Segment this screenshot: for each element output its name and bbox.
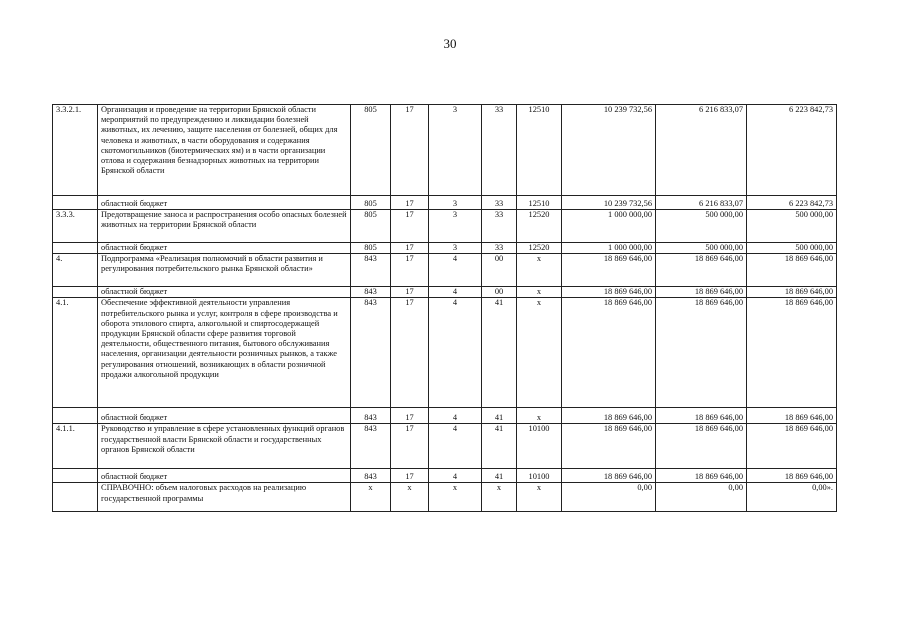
code-cell: 17: [391, 408, 429, 424]
description-cell: СПРАВОЧНО: объем налоговых расходов на реализацию государственной программы: [98, 483, 351, 512]
amount-cell: 18 869 646,00: [747, 254, 837, 287]
table-row: [53, 298, 837, 408]
budget-table-body: [53, 105, 837, 512]
budget-table: [52, 104, 837, 512]
code-cell: 805: [351, 105, 391, 196]
amount-cell: 18 869 646,00: [562, 424, 656, 469]
code-cell: 843: [351, 254, 391, 287]
amount-cell: 18 869 646,00: [562, 469, 656, 483]
budget-subrow: [53, 243, 837, 254]
code-cell: 33: [482, 243, 517, 254]
description-cell: Обеспечение эффективной деятельности управления потребительского рынка и услуг, контроля в сфере производства и оборота этилового спирта, алкогольной и спиртосодержащей продукции Брянской области сфере развития торговой деятельности, общественного питания, бытового обслуживания населения, организации деятельности розничных рынков, а также регулирования отношений, возникающих в области розничной продажи алкогольной продукции: [98, 298, 351, 408]
amount-cell: 18 869 646,00: [656, 298, 747, 408]
budget-subrow: [53, 196, 837, 210]
code-cell: 843: [351, 424, 391, 469]
code-cell: 33: [482, 196, 517, 210]
description-cell: Руководство и управление в сфере установленных функций органов государственной власти Брянской области и государственных органов Брянской области: [98, 424, 351, 469]
amount-cell: 18 869 646,00: [656, 287, 747, 298]
description-cell: областной бюджет: [98, 408, 351, 424]
code-cell: х: [517, 287, 562, 298]
code-cell: х: [429, 483, 482, 512]
row-number-cell: 4.1.: [53, 298, 98, 408]
row-number-cell: [53, 243, 98, 254]
code-cell: 17: [391, 287, 429, 298]
amount-cell: 18 869 646,00: [656, 408, 747, 424]
amount-cell: 18 869 646,00: [747, 469, 837, 483]
page-number: 30: [443, 36, 457, 51]
code-cell: 33: [482, 105, 517, 196]
code-cell: 17: [391, 254, 429, 287]
code-cell: х: [517, 254, 562, 287]
amount-cell: 1 000 000,00: [562, 210, 656, 243]
code-cell: 10100: [517, 469, 562, 483]
code-cell: 4: [429, 469, 482, 483]
code-cell: 3: [429, 243, 482, 254]
amount-cell: 18 869 646,00: [562, 408, 656, 424]
code-cell: 12520: [517, 243, 562, 254]
amount-cell: 500 000,00: [656, 210, 747, 243]
amount-cell: 6 223 842,73: [747, 196, 837, 210]
code-cell: 4: [429, 298, 482, 408]
amount-cell: 500 000,00: [656, 243, 747, 254]
description-cell: Подпрограмма «Реализация полномочий в области развития и регулирования потребительского рынка Брянской области»: [98, 254, 351, 287]
description-cell: Предотвращение заноса и распространения особо опасных болезней животных на территории Брянской области: [98, 210, 351, 243]
code-cell: 4: [429, 408, 482, 424]
budget-subrow: [53, 287, 837, 298]
code-cell: х: [351, 483, 391, 512]
amount-cell: 18 869 646,00: [562, 298, 656, 408]
budget-subrow: [53, 408, 837, 424]
table-row: [53, 424, 837, 469]
table-row: [53, 105, 837, 196]
code-cell: 00: [482, 287, 517, 298]
code-cell: 33: [482, 210, 517, 243]
code-cell: 12520: [517, 210, 562, 243]
description-cell: областной бюджет: [98, 196, 351, 210]
code-cell: 4: [429, 254, 482, 287]
code-cell: 41: [482, 424, 517, 469]
amount-cell: 18 869 646,00: [562, 254, 656, 287]
amount-cell: 18 869 646,00: [747, 298, 837, 408]
row-number-cell: 4.1.1.: [53, 424, 98, 469]
code-cell: 805: [351, 210, 391, 243]
code-cell: х: [391, 483, 429, 512]
amount-cell: 18 869 646,00: [747, 424, 837, 469]
row-number-cell: [53, 483, 98, 512]
code-cell: 843: [351, 298, 391, 408]
row-number-cell: [53, 196, 98, 210]
code-cell: 41: [482, 469, 517, 483]
code-cell: х: [517, 408, 562, 424]
code-cell: 41: [482, 408, 517, 424]
table-row: [53, 210, 837, 243]
budget-subrow: [53, 469, 837, 483]
table-row: [53, 483, 837, 512]
amount-cell: 1 000 000,00: [562, 243, 656, 254]
amount-cell: 18 869 646,00: [656, 424, 747, 469]
amount-cell: 0,00: [656, 483, 747, 512]
code-cell: 17: [391, 298, 429, 408]
table-row: [53, 254, 837, 287]
code-cell: 41: [482, 298, 517, 408]
code-cell: 843: [351, 469, 391, 483]
amount-cell: 6 223 842,73: [747, 105, 837, 196]
code-cell: 843: [351, 287, 391, 298]
amount-cell: 10 239 732,56: [562, 105, 656, 196]
code-cell: х: [482, 483, 517, 512]
code-cell: х: [517, 298, 562, 408]
code-cell: 17: [391, 196, 429, 210]
row-number-cell: [53, 469, 98, 483]
code-cell: 17: [391, 469, 429, 483]
code-cell: 805: [351, 243, 391, 254]
amount-cell: 6 216 833,07: [656, 196, 747, 210]
code-cell: 12510: [517, 105, 562, 196]
code-cell: 17: [391, 243, 429, 254]
code-cell: х: [517, 483, 562, 512]
row-number-cell: [53, 287, 98, 298]
amount-cell: 18 869 646,00: [562, 287, 656, 298]
code-cell: 17: [391, 424, 429, 469]
code-cell: 3: [429, 210, 482, 243]
code-cell: 4: [429, 424, 482, 469]
row-number-cell: 3.3.3.: [53, 210, 98, 243]
description-cell: Организация и проведение на территории Брянской области мероприятий по предупреждению и ликвидации болезней животных, их лечению, защите населения от болезней, общих для человека и животных, в части оборудования и содержания скотомогильников (биотермических ям) и в части организации отлова и содержания безнадзорных животных на территории Брянской области: [98, 105, 351, 196]
code-cell: 10100: [517, 424, 562, 469]
amount-cell: 10 239 732,56: [562, 196, 656, 210]
code-cell: 843: [351, 408, 391, 424]
code-cell: 00: [482, 254, 517, 287]
amount-cell: 0,00».: [747, 483, 837, 512]
description-cell: областной бюджет: [98, 469, 351, 483]
row-number-cell: 4.: [53, 254, 98, 287]
code-cell: 3: [429, 105, 482, 196]
code-cell: 4: [429, 287, 482, 298]
amount-cell: 500 000,00: [747, 243, 837, 254]
amount-cell: 18 869 646,00: [747, 408, 837, 424]
code-cell: 12510: [517, 196, 562, 210]
amount-cell: 18 869 646,00: [656, 254, 747, 287]
code-cell: 17: [391, 210, 429, 243]
row-number-cell: [53, 408, 98, 424]
amount-cell: 18 869 646,00: [656, 469, 747, 483]
code-cell: 805: [351, 196, 391, 210]
amount-cell: 0,00: [562, 483, 656, 512]
code-cell: 3: [429, 196, 482, 210]
code-cell: 17: [391, 105, 429, 196]
amount-cell: 500 000,00: [747, 210, 837, 243]
amount-cell: 6 216 833,07: [656, 105, 747, 196]
amount-cell: 18 869 646,00: [747, 287, 837, 298]
row-number-cell: 3.3.2.1.: [53, 105, 98, 196]
description-cell: областной бюджет: [98, 287, 351, 298]
description-cell: областной бюджет: [98, 243, 351, 254]
